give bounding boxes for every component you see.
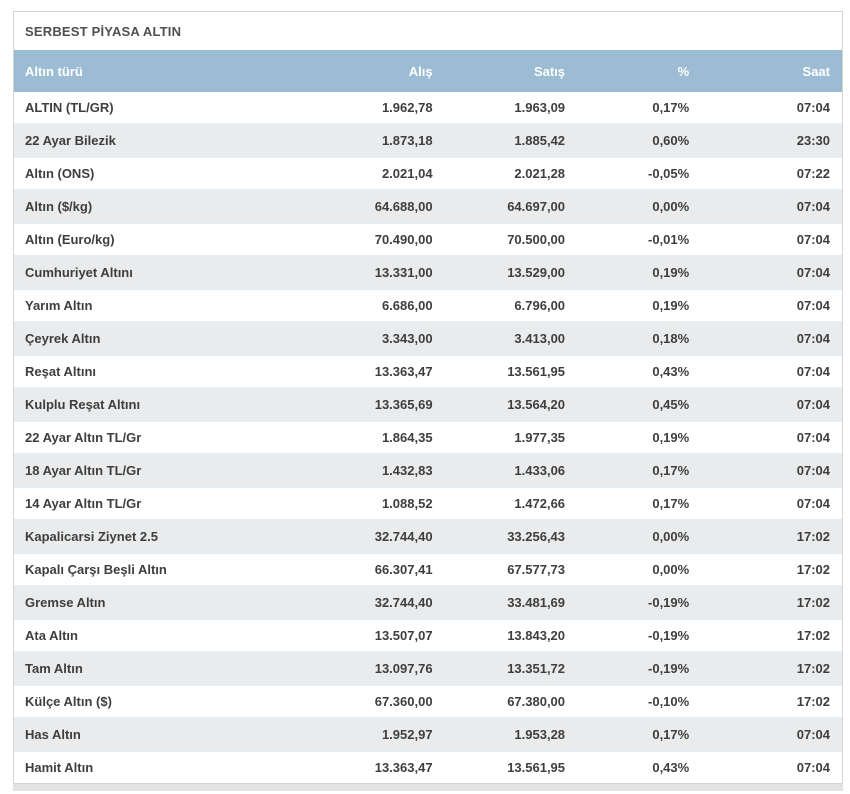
buy-price-cell: 32.744,40 bbox=[312, 520, 444, 553]
buy-price-cell: 1.864,35 bbox=[312, 421, 444, 454]
gold-type-cell: Kapalicarsi Ziynet 2.5 bbox=[14, 520, 312, 553]
gold-type-cell: 18 Ayar Altın TL/Gr bbox=[14, 454, 312, 487]
gold-type-cell: Hamit Altın bbox=[14, 751, 312, 783]
table-row bbox=[14, 718, 842, 751]
sell-price-cell: 13.561,95 bbox=[445, 751, 577, 783]
time-cell: 07:04 bbox=[701, 223, 842, 256]
table-row bbox=[14, 92, 842, 124]
buy-price-cell: 70.490,00 bbox=[312, 223, 444, 256]
change-percent-cell: 0,60% bbox=[577, 124, 701, 157]
gold-type-cell: Tam Altın bbox=[14, 652, 312, 685]
gold-type-cell: 22 Ayar Altın TL/Gr bbox=[14, 421, 312, 454]
buy-price-cell: 64.688,00 bbox=[312, 190, 444, 223]
time-cell: 07:04 bbox=[701, 190, 842, 223]
sell-price-cell: 33.256,43 bbox=[445, 520, 577, 553]
time-cell: 07:04 bbox=[701, 454, 842, 487]
sell-price-cell: 2.021,28 bbox=[445, 157, 577, 190]
gold-type-cell: Kulplu Reşat Altını bbox=[14, 388, 312, 421]
time-cell: 07:04 bbox=[701, 92, 842, 124]
table-row bbox=[14, 322, 842, 355]
change-percent-cell: 0,17% bbox=[577, 718, 701, 751]
sell-price-cell: 67.380,00 bbox=[445, 685, 577, 718]
gold-type-cell: Altın (ONS) bbox=[14, 157, 312, 190]
sell-price-cell: 67.577,73 bbox=[445, 553, 577, 586]
table-row bbox=[14, 355, 842, 388]
change-percent-cell: -0,19% bbox=[577, 586, 701, 619]
table-row bbox=[14, 520, 842, 553]
change-percent-cell: 0,00% bbox=[577, 190, 701, 223]
time-cell: 07:04 bbox=[701, 718, 842, 751]
buy-price-cell: 13.363,47 bbox=[312, 751, 444, 783]
gold-prices-table bbox=[14, 50, 842, 783]
change-percent-cell: 0,19% bbox=[577, 256, 701, 289]
table-row bbox=[14, 157, 842, 190]
change-percent-cell: 0,45% bbox=[577, 388, 701, 421]
sell-price-cell: 6.796,00 bbox=[445, 289, 577, 322]
change-percent-cell: 0,43% bbox=[577, 751, 701, 783]
gold-type-cell: Külçe Altın ($) bbox=[14, 685, 312, 718]
table-row bbox=[14, 685, 842, 718]
buy-price-cell: 13.365,69 bbox=[312, 388, 444, 421]
time-cell: 07:04 bbox=[701, 388, 842, 421]
gold-type-cell: Reşat Altını bbox=[14, 355, 312, 388]
table-row bbox=[14, 553, 842, 586]
time-cell: 07:04 bbox=[701, 355, 842, 388]
gold-type-cell: Kapalı Çarşı Beşli Altın bbox=[14, 553, 312, 586]
change-percent-cell: 0,00% bbox=[577, 520, 701, 553]
change-percent-cell: 0,17% bbox=[577, 487, 701, 520]
time-cell: 23:30 bbox=[701, 124, 842, 157]
table-row bbox=[14, 652, 842, 685]
change-percent-cell: 0,00% bbox=[577, 553, 701, 586]
buy-price-cell: 13.097,76 bbox=[312, 652, 444, 685]
time-cell: 07:04 bbox=[701, 421, 842, 454]
change-percent-cell: -0,10% bbox=[577, 685, 701, 718]
buy-price-cell: 13.331,00 bbox=[312, 256, 444, 289]
buy-price-cell: 1.952,97 bbox=[312, 718, 444, 751]
buy-price-cell: 66.307,41 bbox=[312, 553, 444, 586]
buy-price-cell: 1.962,78 bbox=[312, 92, 444, 124]
sell-price-cell: 3.413,00 bbox=[445, 322, 577, 355]
change-percent-cell: 0,18% bbox=[577, 322, 701, 355]
sell-price-cell: 70.500,00 bbox=[445, 223, 577, 256]
change-percent-cell: 0,17% bbox=[577, 92, 701, 124]
gold-type-cell: ALTIN (TL/GR) bbox=[14, 92, 312, 124]
table-header bbox=[14, 50, 842, 92]
sell-price-cell: 33.481,69 bbox=[445, 586, 577, 619]
buy-price-cell: 67.360,00 bbox=[312, 685, 444, 718]
gold-type-cell: 14 Ayar Altın TL/Gr bbox=[14, 487, 312, 520]
sell-price-cell: 13.564,20 bbox=[445, 388, 577, 421]
change-percent-cell: 0,19% bbox=[577, 421, 701, 454]
time-cell: 07:04 bbox=[701, 487, 842, 520]
buy-price-cell: 32.744,40 bbox=[312, 586, 444, 619]
change-percent-cell: -0,19% bbox=[577, 619, 701, 652]
sell-price-cell: 13.351,72 bbox=[445, 652, 577, 685]
gold-type-cell: Altın (Euro/kg) bbox=[14, 223, 312, 256]
time-cell: 07:04 bbox=[701, 256, 842, 289]
sell-price-cell: 13.561,95 bbox=[445, 355, 577, 388]
time-cell: 17:02 bbox=[701, 652, 842, 685]
gold-type-cell: Ata Altın bbox=[14, 619, 312, 652]
gold-prices-widget bbox=[13, 11, 843, 784]
time-cell: 17:02 bbox=[701, 553, 842, 586]
table-row bbox=[14, 619, 842, 652]
buy-price-cell: 13.507,07 bbox=[312, 619, 444, 652]
column-header-buy: Alış bbox=[312, 50, 444, 92]
time-cell: 07:04 bbox=[701, 289, 842, 322]
table-row bbox=[14, 487, 842, 520]
column-header-time: Saat bbox=[701, 50, 842, 92]
change-percent-cell: -0,05% bbox=[577, 157, 701, 190]
buy-price-cell: 1.873,18 bbox=[312, 124, 444, 157]
header-row bbox=[14, 50, 842, 92]
table-row bbox=[14, 223, 842, 256]
buy-price-cell: 1.088,52 bbox=[312, 487, 444, 520]
gold-type-cell: Has Altın bbox=[14, 718, 312, 751]
table-row bbox=[14, 190, 842, 223]
gold-type-cell: Gremse Altın bbox=[14, 586, 312, 619]
time-cell: 07:04 bbox=[701, 322, 842, 355]
sell-price-cell: 1.977,35 bbox=[445, 421, 577, 454]
gold-table-body bbox=[14, 92, 842, 783]
buy-price-cell: 2.021,04 bbox=[312, 157, 444, 190]
change-percent-cell: 0,43% bbox=[577, 355, 701, 388]
time-cell: 17:02 bbox=[701, 520, 842, 553]
buy-price-cell: 1.432,83 bbox=[312, 454, 444, 487]
time-cell: 07:04 bbox=[701, 751, 842, 783]
sell-price-cell: 64.697,00 bbox=[445, 190, 577, 223]
time-cell: 17:02 bbox=[701, 586, 842, 619]
buy-price-cell: 3.343,00 bbox=[312, 322, 444, 355]
column-header-change-percent: % bbox=[577, 50, 701, 92]
time-cell: 17:02 bbox=[701, 619, 842, 652]
time-cell: 17:02 bbox=[701, 685, 842, 718]
table-row bbox=[14, 289, 842, 322]
gold-type-cell: Cumhuriyet Altını bbox=[14, 256, 312, 289]
time-cell: 07:22 bbox=[701, 157, 842, 190]
table-row bbox=[14, 124, 842, 157]
sell-price-cell: 1.953,28 bbox=[445, 718, 577, 751]
column-header-gold-type: Altın türü bbox=[14, 50, 312, 92]
bottom-divider bbox=[13, 784, 843, 791]
column-header-sell: Satış bbox=[445, 50, 577, 92]
change-percent-cell: -0,01% bbox=[577, 223, 701, 256]
gold-type-cell: 22 Ayar Bilezik bbox=[14, 124, 312, 157]
buy-price-cell: 6.686,00 bbox=[312, 289, 444, 322]
sell-price-cell: 1.963,09 bbox=[445, 92, 577, 124]
widget-title: SERBEST PİYASA ALTIN bbox=[14, 12, 842, 50]
table-row bbox=[14, 388, 842, 421]
table-row bbox=[14, 421, 842, 454]
gold-type-cell: Yarım Altın bbox=[14, 289, 312, 322]
gold-type-cell: Çeyrek Altın bbox=[14, 322, 312, 355]
table-row bbox=[14, 454, 842, 487]
table-row bbox=[14, 751, 842, 783]
sell-price-cell: 13.529,00 bbox=[445, 256, 577, 289]
table-row bbox=[14, 586, 842, 619]
sell-price-cell: 13.843,20 bbox=[445, 619, 577, 652]
sell-price-cell: 1.472,66 bbox=[445, 487, 577, 520]
table-row bbox=[14, 256, 842, 289]
change-percent-cell: 0,17% bbox=[577, 454, 701, 487]
sell-price-cell: 1.885,42 bbox=[445, 124, 577, 157]
change-percent-cell: -0,19% bbox=[577, 652, 701, 685]
sell-price-cell: 1.433,06 bbox=[445, 454, 577, 487]
buy-price-cell: 13.363,47 bbox=[312, 355, 444, 388]
change-percent-cell: 0,19% bbox=[577, 289, 701, 322]
gold-type-cell: Altın ($/kg) bbox=[14, 190, 312, 223]
